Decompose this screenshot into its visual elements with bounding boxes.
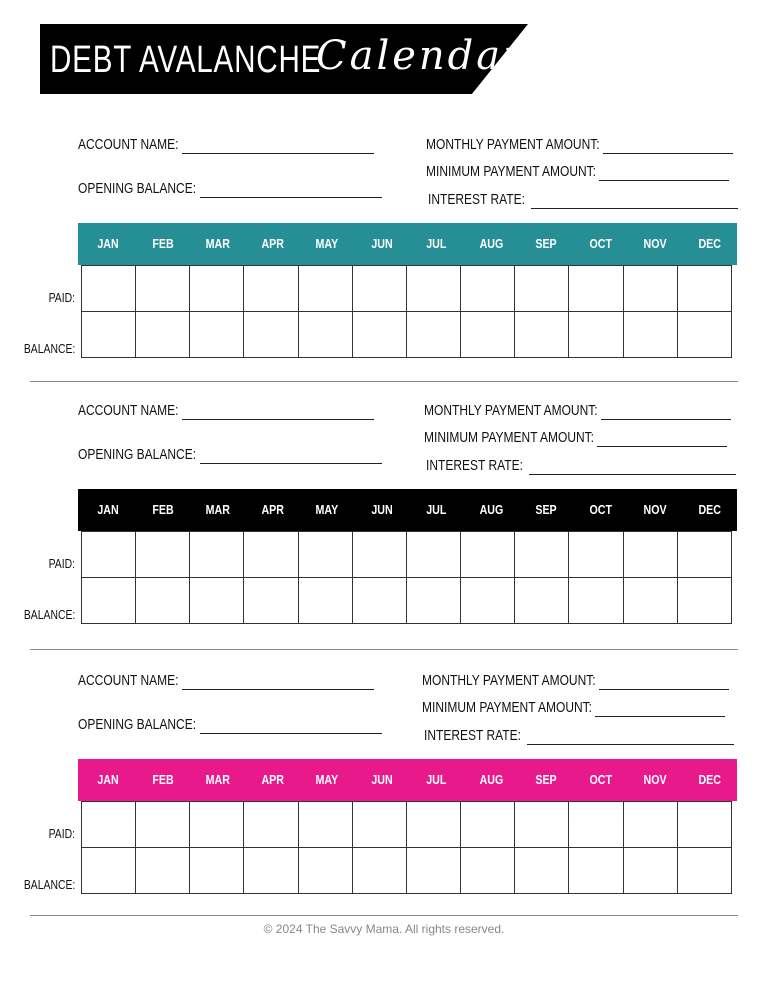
month-header-jul: JUL [426, 236, 447, 251]
month-header-may: MAY [315, 772, 339, 787]
month-header-oct: OCT [589, 236, 612, 251]
opening-balance-field[interactable] [78, 716, 382, 734]
cell-paid-aug[interactable] [461, 266, 515, 312]
grid-row-paid [82, 802, 732, 848]
cell-balance-jan[interactable] [82, 578, 136, 624]
month-header-dec: DEC [698, 772, 721, 787]
cell-paid-feb[interactable] [136, 266, 190, 312]
cell-balance-aug[interactable] [461, 848, 515, 894]
month-header-mar: MAR [205, 772, 230, 787]
cell-paid-sep[interactable] [515, 266, 569, 312]
cell-paid-oct[interactable] [569, 532, 623, 578]
cell-balance-oct[interactable] [569, 312, 623, 358]
month-header-bar [78, 759, 737, 801]
month-header-sep: SEP [535, 502, 557, 517]
payment-grid [81, 801, 732, 894]
cell-balance-nov[interactable] [623, 848, 677, 894]
month-header-feb: FEB [152, 772, 174, 787]
opening-balance-field-label: OPENING BALANCE: [78, 180, 197, 197]
title-script: Calendar [316, 33, 526, 79]
cell-paid-jul[interactable] [406, 802, 460, 848]
account-name-field-input-line[interactable] [182, 139, 374, 154]
account-name-field-label: ACCOUNT NAME: [78, 672, 179, 689]
month-header-may: MAY [315, 502, 339, 517]
opening-balance-field-input-line[interactable] [200, 449, 382, 464]
interest-rate-field[interactable] [426, 457, 736, 475]
cell-paid-apr[interactable] [244, 532, 298, 578]
month-header-dec: DEC [698, 236, 721, 251]
cell-balance-nov[interactable] [623, 578, 677, 624]
minimum-payment-field[interactable] [426, 163, 729, 181]
interest-rate-field-input-line[interactable] [529, 460, 736, 475]
month-header-nov: NOV [643, 236, 667, 251]
cell-paid-dec[interactable] [677, 802, 731, 848]
cell-paid-jun[interactable] [352, 532, 406, 578]
copyright-footer: © 2024 The Savvy Mama. All rights reserved. [263, 922, 505, 936]
cell-paid-nov[interactable] [623, 266, 677, 312]
opening-balance-field-label: OPENING BALANCE: [78, 446, 197, 463]
month-header-feb: FEB [152, 236, 174, 251]
account-name-field[interactable] [78, 672, 374, 690]
cell-balance-jun[interactable] [352, 578, 406, 624]
cell-balance-jan[interactable] [82, 848, 136, 894]
payment-grid [81, 531, 732, 624]
interest-rate-field-label: INTEREST RATE: [426, 457, 523, 474]
month-header-jan: JAN [97, 236, 120, 251]
section-divider [30, 915, 738, 916]
account-name-field[interactable] [78, 136, 374, 154]
opening-balance-field-label: OPENING BALANCE: [78, 716, 197, 733]
cell-paid-nov[interactable] [623, 802, 677, 848]
month-header-mar: MAR [205, 236, 230, 251]
cell-balance-sep[interactable] [515, 578, 569, 624]
cell-balance-apr[interactable] [244, 578, 298, 624]
month-header-sep: SEP [535, 772, 557, 787]
row-label-balance: BALANCE: [23, 877, 75, 892]
month-header-aug: AUG [479, 772, 503, 787]
minimum-payment-field-label: MINIMUM PAYMENT AMOUNT: [426, 163, 597, 180]
cell-paid-sep[interactable] [515, 802, 569, 848]
cell-balance-aug[interactable] [461, 312, 515, 358]
section-divider [30, 649, 738, 650]
month-header-jan: JAN [97, 502, 120, 517]
cell-balance-oct[interactable] [569, 578, 623, 624]
cell-balance-feb[interactable] [136, 578, 190, 624]
grid-row-balance [82, 312, 732, 358]
monthly-payment-field[interactable] [422, 672, 729, 690]
row-label-paid: PAID: [48, 290, 75, 305]
minimum-payment-field-input-line[interactable] [597, 432, 727, 447]
month-header-mar: MAR [205, 502, 230, 517]
month-header-jun: JUN [371, 236, 393, 251]
cell-balance-jul[interactable] [406, 578, 460, 624]
cell-balance-may[interactable] [298, 848, 352, 894]
opening-balance-field-input-line[interactable] [200, 719, 382, 734]
account-name-field-input-line[interactable] [182, 405, 374, 420]
month-header-apr: APR [261, 772, 284, 787]
minimum-payment-field[interactable] [424, 429, 727, 447]
cell-paid-aug[interactable] [461, 532, 515, 578]
opening-balance-field[interactable] [78, 446, 382, 464]
cell-balance-dec[interactable] [677, 312, 731, 358]
month-header-bar [78, 223, 737, 265]
opening-balance-field[interactable] [78, 180, 382, 198]
interest-rate-field-label: INTEREST RATE: [428, 191, 525, 208]
monthly-payment-field-input-line[interactable] [603, 139, 733, 154]
cell-balance-may[interactable] [298, 578, 352, 624]
cell-balance-dec[interactable] [677, 578, 731, 624]
cell-balance-aug[interactable] [461, 578, 515, 624]
title-bold: DEBT AVALANCHE [50, 39, 322, 81]
month-header-bar [78, 489, 737, 531]
opening-balance-field-input-line[interactable] [200, 183, 382, 198]
month-header-aug: AUG [479, 236, 503, 251]
month-header-may: MAY [315, 236, 339, 251]
interest-rate-field-label: INTEREST RATE: [424, 727, 521, 744]
month-header-oct: OCT [589, 772, 612, 787]
month-header-jun: JUN [371, 772, 393, 787]
minimum-payment-field-input-line[interactable] [599, 166, 729, 181]
cell-balance-mar[interactable] [190, 578, 244, 624]
month-header-dec: DEC [698, 502, 721, 517]
grid-row-balance [82, 848, 732, 894]
grid-row-balance [82, 578, 732, 624]
cell-balance-may[interactable] [298, 312, 352, 358]
monthly-payment-field[interactable] [426, 136, 733, 154]
cell-paid-sep[interactable] [515, 532, 569, 578]
cell-paid-apr[interactable] [244, 802, 298, 848]
cell-paid-feb[interactable] [136, 802, 190, 848]
account-name-field-label: ACCOUNT NAME: [78, 136, 179, 153]
interest-rate-field-input-line[interactable] [527, 730, 734, 745]
cell-paid-mar[interactable] [190, 532, 244, 578]
month-header-feb: FEB [152, 502, 174, 517]
cell-balance-feb[interactable] [136, 848, 190, 894]
month-header-jul: JUL [426, 502, 447, 517]
monthly-payment-field-input-line[interactable] [599, 675, 729, 690]
cell-paid-jul[interactable] [406, 266, 460, 312]
month-header-apr: APR [261, 236, 284, 251]
month-header-nov: NOV [643, 502, 667, 517]
minimum-payment-field-label: MINIMUM PAYMENT AMOUNT: [422, 699, 593, 716]
row-label-balance: BALANCE: [23, 341, 75, 356]
month-header-jun: JUN [371, 502, 393, 517]
cell-paid-jul[interactable] [406, 532, 460, 578]
row-label-paid: PAID: [48, 826, 75, 841]
cell-paid-jun[interactable] [352, 266, 406, 312]
account-name-field[interactable] [78, 402, 374, 420]
cell-balance-mar[interactable] [190, 848, 244, 894]
cell-paid-oct[interactable] [569, 802, 623, 848]
cell-paid-apr[interactable] [244, 266, 298, 312]
cell-balance-sep[interactable] [515, 848, 569, 894]
cell-paid-oct[interactable] [569, 266, 623, 312]
cell-paid-may[interactable] [298, 266, 352, 312]
month-header-oct: OCT [589, 502, 612, 517]
cell-balance-jan[interactable] [82, 312, 136, 358]
minimum-payment-field-label: MINIMUM PAYMENT AMOUNT: [424, 429, 595, 446]
cell-paid-aug[interactable] [461, 802, 515, 848]
cell-paid-may[interactable] [298, 532, 352, 578]
cell-balance-mar[interactable] [190, 312, 244, 358]
cell-paid-jan[interactable] [82, 532, 136, 578]
account-name-field-label: ACCOUNT NAME: [78, 402, 179, 419]
cell-paid-mar[interactable] [190, 266, 244, 312]
month-header-nov: NOV [643, 772, 667, 787]
interest-rate-field-input-line[interactable] [531, 194, 738, 209]
cell-balance-jun[interactable] [352, 848, 406, 894]
cell-balance-jun[interactable] [352, 312, 406, 358]
month-header-apr: APR [261, 502, 284, 517]
cell-balance-apr[interactable] [244, 312, 298, 358]
cell-paid-dec[interactable] [677, 266, 731, 312]
interest-rate-field[interactable] [428, 191, 738, 209]
cell-paid-mar[interactable] [190, 802, 244, 848]
cell-paid-dec[interactable] [677, 532, 731, 578]
cell-paid-feb[interactable] [136, 532, 190, 578]
cell-paid-jan[interactable] [82, 266, 136, 312]
cell-paid-jan[interactable] [82, 802, 136, 848]
cell-paid-may[interactable] [298, 802, 352, 848]
cell-balance-sep[interactable] [515, 312, 569, 358]
account-name-field-input-line[interactable] [182, 675, 374, 690]
grid-row-paid [82, 266, 732, 312]
monthly-payment-field[interactable] [424, 402, 731, 420]
row-label-balance: BALANCE: [23, 607, 75, 622]
cell-paid-jun[interactable] [352, 802, 406, 848]
month-header-jul: JUL [426, 772, 447, 787]
monthly-payment-field-label: MONTHLY PAYMENT AMOUNT: [424, 402, 598, 419]
cell-balance-dec[interactable] [677, 848, 731, 894]
interest-rate-field[interactable] [424, 727, 734, 745]
month-header-sep: SEP [535, 236, 557, 251]
cell-balance-jul[interactable] [406, 848, 460, 894]
cell-balance-feb[interactable] [136, 312, 190, 358]
month-header-aug: AUG [479, 502, 503, 517]
cell-paid-nov[interactable] [623, 532, 677, 578]
monthly-payment-field-label: MONTHLY PAYMENT AMOUNT: [426, 136, 600, 153]
month-header-jan: JAN [97, 772, 120, 787]
monthly-payment-field-label: MONTHLY PAYMENT AMOUNT: [422, 672, 596, 689]
cell-balance-oct[interactable] [569, 848, 623, 894]
row-label-paid: PAID: [48, 556, 75, 571]
payment-grid [81, 265, 732, 358]
cell-balance-nov[interactable] [623, 312, 677, 358]
minimum-payment-field[interactable] [422, 699, 725, 717]
monthly-payment-field-input-line[interactable] [601, 405, 731, 420]
section-divider [30, 381, 738, 382]
cell-balance-apr[interactable] [244, 848, 298, 894]
minimum-payment-field-input-line[interactable] [595, 702, 725, 717]
cell-balance-jul[interactable] [406, 312, 460, 358]
grid-row-paid [82, 532, 732, 578]
